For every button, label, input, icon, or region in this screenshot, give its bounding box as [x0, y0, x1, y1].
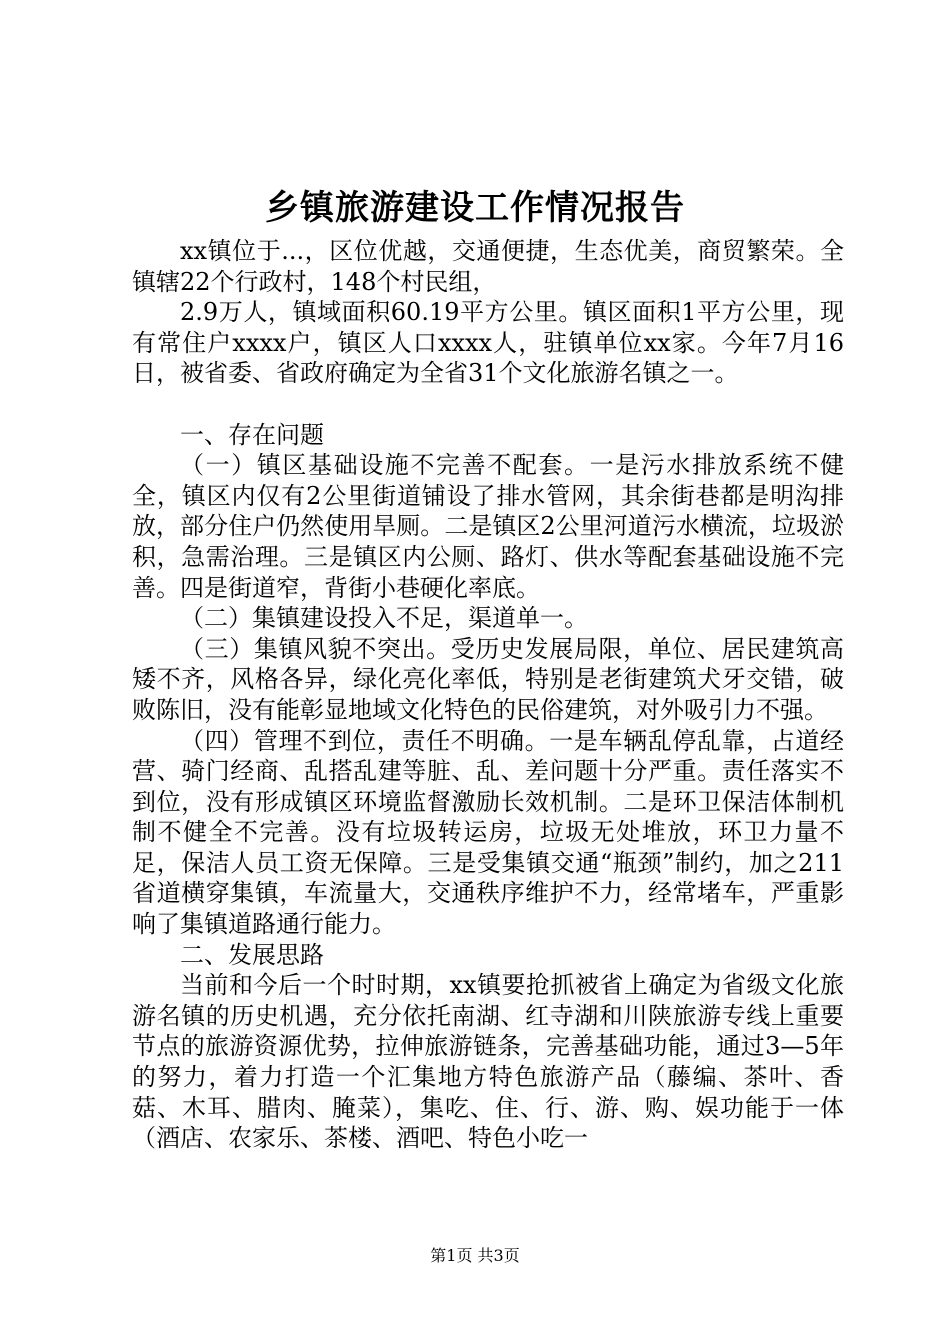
section-heading-ideas: 二、发展思路: [180, 940, 324, 969]
paragraph-problem-3: （三）集镇风貌不突出。受历史发展局限，单位、居民建筑高矮不齐，风格各异，绿化亮化率低，特别是老街建筑犬牙交错，破败陈旧，没有能彰显地域文化特色的民俗建筑，对外吸引力不强。: [132, 634, 844, 724]
paragraph-intro: xx镇位于...，区位优越，交通便捷，生态优美，商贸繁荣。全镇辖22个行政村，148个村民组，: [132, 237, 844, 296]
paragraph-ideas: 当前和今后一个时时期，xx镇要抢抓被省上确定为省级文化旅游名镇的历史机遇，充分依托南湖、红寺湖和川陕旅游专线上重要节点的旅游资源优势，拉伸旅游链条，完善基础功能，通过3—5年的努力，着力打造一个汇集地方特色旅游产品（藤编、茶叶、香菇、木耳、腊肉、腌菜），集吃、住、行、游、购、娱功能于一体（酒店、农家乐、茶楼、酒吧、特色小吃一: [132, 971, 844, 1153]
paragraph-problem-4: （四）管理不到位，责任不明确。一是车辆乱停乱靠，占道经营、骑门经商、乱搭乱建等脏、乱、差问题十分严重。责任落实不到位，没有形成镇区环境监督激励长效机制。二是环卫保洁体制机制不健全不完善。没有垃圾转运房，垃圾无处堆放，环卫力量不足，保洁人员工资无保障。三是受集镇交通“瓶颈”制约，加之211省道横穿集镇，车流量大，交通秩序维护不力，经常堵车，严重影响了集镇道路通行能力。: [132, 726, 844, 939]
page-footer: 第1页 共3页: [430, 1246, 520, 1265]
document-title: 乡镇旅游建设工作情况报告: [265, 188, 685, 228]
paragraph-population: 2.9万人，镇域面积60.19平方公里。镇区面积1平方公里，现有常住户xxxx户，镇区人口xxxx人，驻镇单位xx家。今年7月16日，被省委、省政府确定为全省31个文化旅游名镇之一。: [132, 298, 844, 388]
paragraph-problem-2: （二）集镇建设投入不足，渠道单一。: [180, 604, 588, 633]
section-heading-problems: 一、存在问题: [180, 420, 324, 449]
document-body: [132, 236, 844, 1154]
paragraph-problem-1: （一）镇区基础设施不完善不配套。一是污水排放系统不健全，镇区内仅有2公里街道铺设了排水管网，其余街巷都是明沟排放，部分住户仍然使用旱厕。二是镇区2公里河道污水横流，垃圾淤积，急需治理。三是镇区内公厕、路灯、供水等配套基础设施不完善。四是街道窄，背街小巷硬化率底。: [132, 451, 844, 602]
